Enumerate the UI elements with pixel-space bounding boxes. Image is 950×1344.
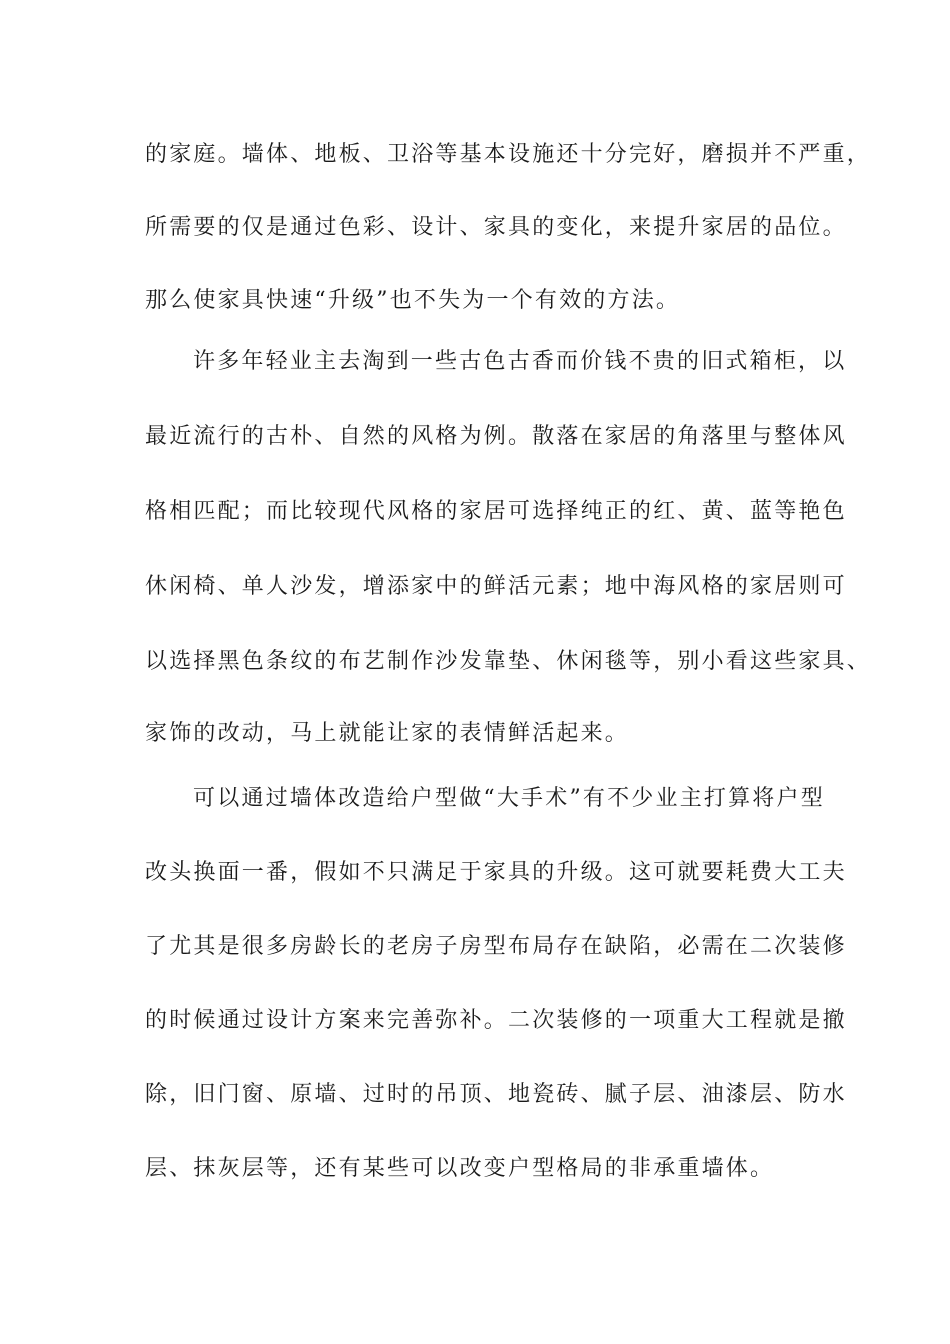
paragraph-2-line-4: 休闲椅、单人沙发，增添家中的鲜活元素；地中海风格的家居则可 <box>145 574 847 599</box>
paragraph-3-line-5: 除，旧门窗、原墙、过时的吊顶、地瓷砖、腻子层、油漆层、防水 <box>145 1082 847 1107</box>
paragraph-2-line-3: 格相匹配；而比较现代风格的家居可选择纯正的红、黄、蓝等艳色 <box>145 499 847 524</box>
paragraph-3-line-1: 可以通过墙体改造给户型做“大手术”有不少业主打算将户型 <box>193 786 825 811</box>
paragraph-2-line-6: 家饰的改动，马上就能让家的表情鲜活起来。 <box>145 721 630 746</box>
paragraph-3-line-2: 改头换面一番，假如不只满足于家具的升级。这可就要耗费大工夫 <box>145 860 847 885</box>
paragraph-2-line-2: 最近流行的古朴、自然的风格为例。散落在家居的角落里与整体风 <box>145 424 847 449</box>
paragraph-2-line-5: 以选择黑色条纹的布艺制作沙发靠垫、休闲毯等，别小看这些家具、 <box>145 649 872 674</box>
paragraph-3-line-3: 了尤其是很多房龄长的老房子房型布局存在缺陷，必需在二次装修 <box>145 934 847 959</box>
paragraph-1-line-1: 的家庭。墙体、地板、卫浴等基本设施还十分完好，磨损并不严重， <box>145 142 872 167</box>
paragraph-1-line-3: 那么使家具快速“升级”也不失为一个有效的方法。 <box>145 288 681 313</box>
paragraph-2-line-1: 许多年轻业主去淘到一些古色古香而价钱不贵的旧式箱柜，以 <box>193 349 847 374</box>
paragraph-1-line-2: 所需要的仅是通过色彩、设计、家具的变化，来提升家居的品位。 <box>145 215 847 240</box>
paragraph-3-line-6: 层、抹灰层等，还有某些可以改变户型格局的非承重墙体。 <box>145 1156 775 1181</box>
paragraph-3-line-4: 的时候通过设计方案来完善弥补。二次装修的一项重大工程就是撤 <box>145 1008 847 1033</box>
